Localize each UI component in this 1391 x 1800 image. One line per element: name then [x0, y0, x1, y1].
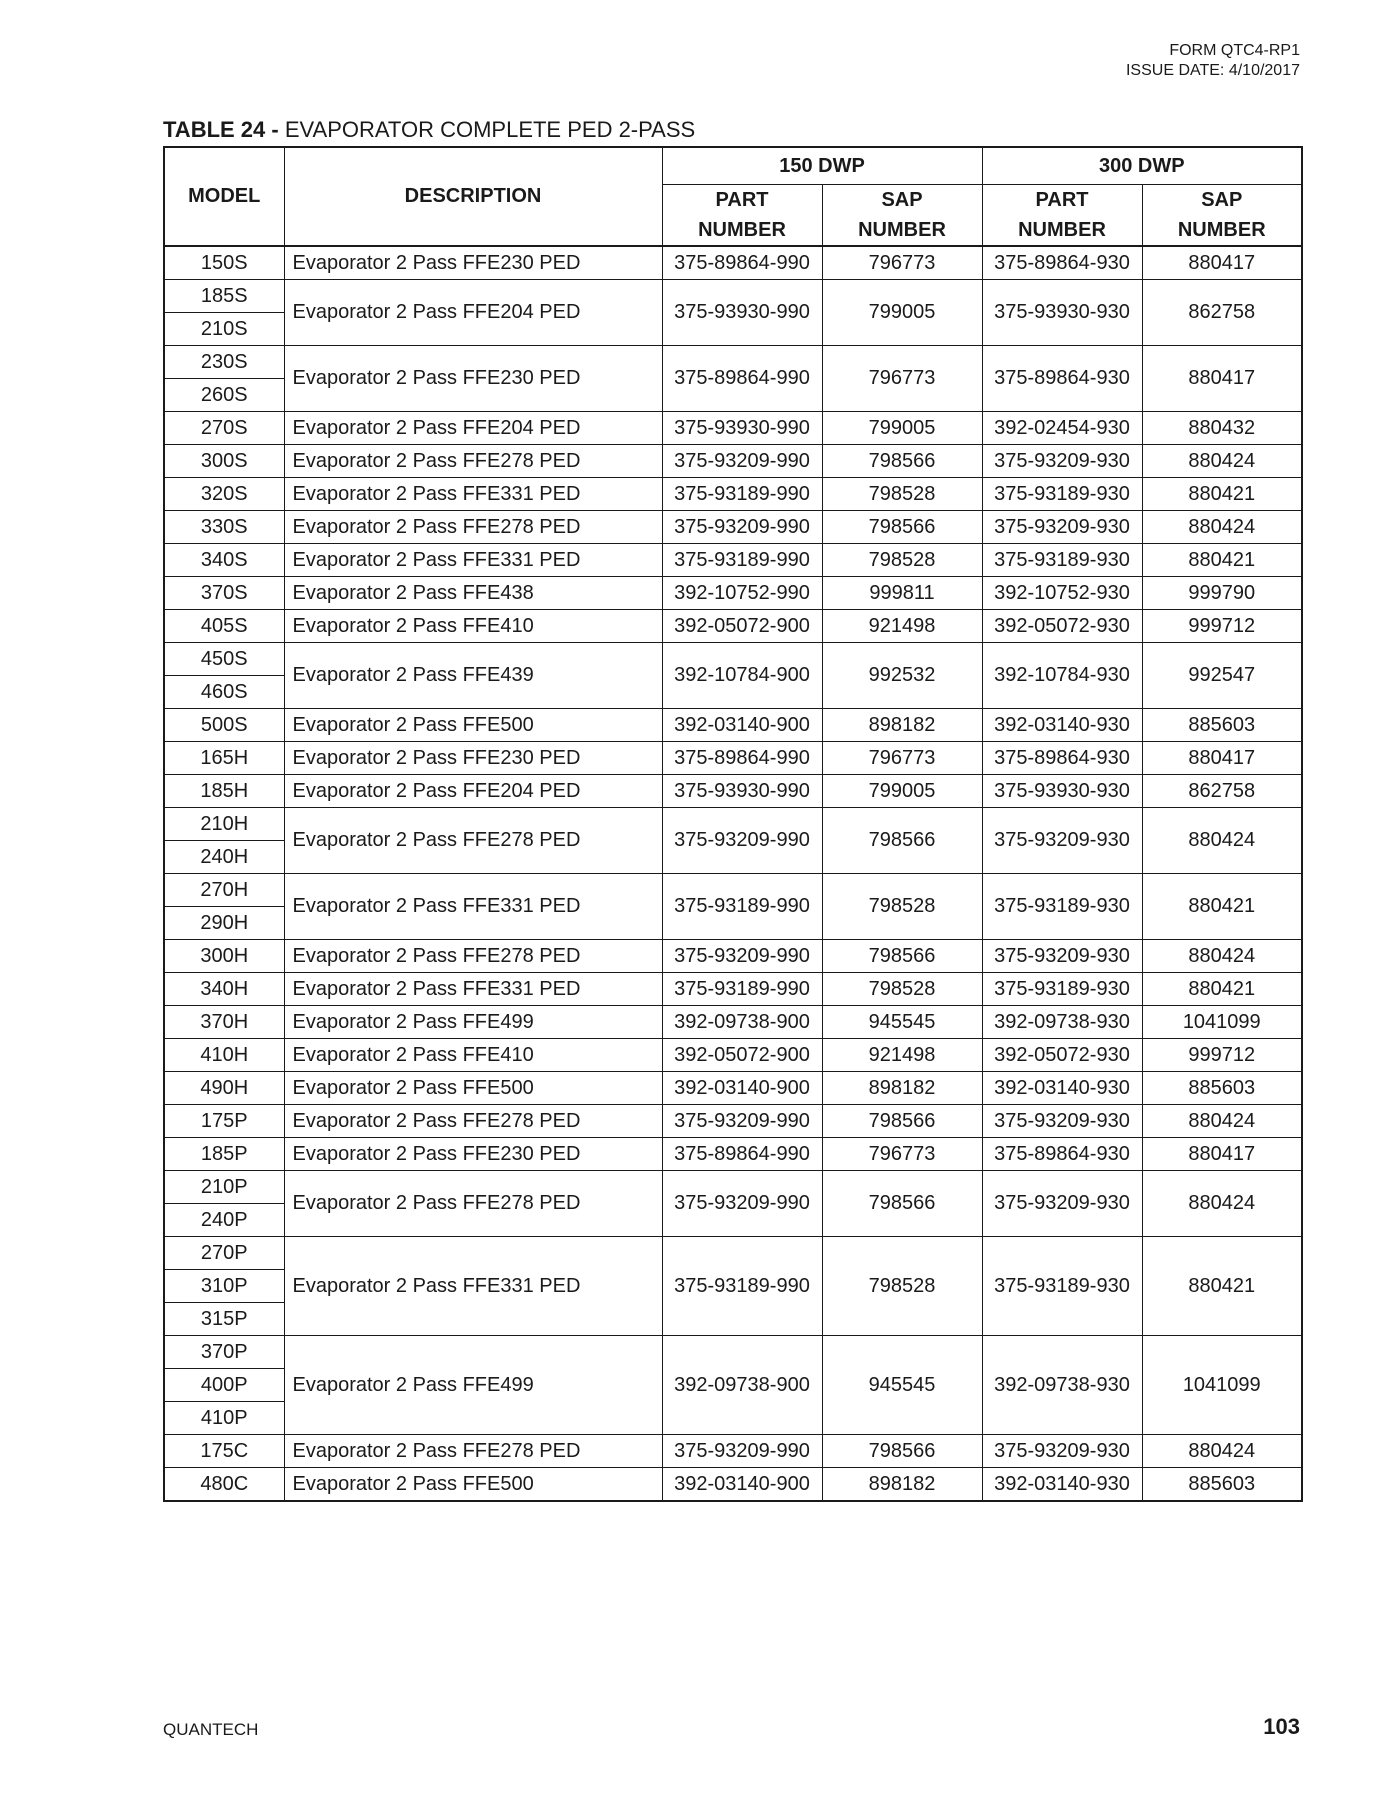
sap-number-150-cell: 796773: [822, 246, 982, 280]
description-cell: Evaporator 2 Pass FFE278 PED: [284, 940, 662, 973]
sap-number-150-cell: 921498: [822, 1039, 982, 1072]
sap-number-150-cell: 999811: [822, 577, 982, 610]
part-number-150-cell: 392-05072-900: [662, 1039, 822, 1072]
table-row: [164, 1171, 1302, 1204]
part-number-150-cell: 375-93189-990: [662, 544, 822, 577]
part-number-300-cell: 392-09738-930: [982, 1006, 1142, 1039]
description-cell: Evaporator 2 Pass FFE331 PED: [284, 478, 662, 511]
part-number-300-cell: 375-93189-930: [982, 973, 1142, 1006]
model-cell: 340H: [164, 973, 284, 1006]
sap-number-150-cell: 945545: [822, 1006, 982, 1039]
sap-number-300-cell: 880417: [1142, 246, 1302, 280]
sap-number-150-cell: 799005: [822, 775, 982, 808]
sap-number-150-cell: 798566: [822, 808, 982, 874]
table-row: [164, 874, 1302, 907]
part-number-300-cell: 375-93209-930: [982, 1171, 1142, 1237]
table-row: [164, 412, 1302, 445]
table-row: [164, 1006, 1302, 1039]
sap-number-300-cell: 880424: [1142, 1171, 1302, 1237]
part-number-150-cell: 375-93209-990: [662, 1105, 822, 1138]
part-number-150-cell: 392-03140-900: [662, 709, 822, 742]
model-cell: 370H: [164, 1006, 284, 1039]
part-number-150-cell: 375-93189-990: [662, 973, 822, 1006]
sap-number-150-cell: 799005: [822, 412, 982, 445]
model-cell: 165H: [164, 742, 284, 775]
header-row-groups: [164, 147, 1302, 185]
sap-number-300-cell: 1041099: [1142, 1006, 1302, 1039]
sap-number-150-cell: 798566: [822, 1105, 982, 1138]
part-number-300-cell: 375-93189-930: [982, 874, 1142, 940]
sap-number-300-cell: 880417: [1142, 1138, 1302, 1171]
part-number-150-cell: 375-89864-990: [662, 742, 822, 775]
model-cell: 270S: [164, 412, 284, 445]
part-number-300-cell: 392-03140-930: [982, 1072, 1142, 1105]
model-cell: 310P: [164, 1270, 284, 1303]
part-number-300-cell: 375-93209-930: [982, 1435, 1142, 1468]
sap-number-150-cell: 945545: [822, 1336, 982, 1435]
description-cell: Evaporator 2 Pass FFE410: [284, 610, 662, 643]
model-cell: 460S: [164, 676, 284, 709]
sap-number-300-cell: 880424: [1142, 445, 1302, 478]
part-number-150-cell: 375-93209-990: [662, 940, 822, 973]
part-number-300-cell: 392-05072-930: [982, 610, 1142, 643]
table-row: [164, 511, 1302, 544]
model-cell: 330S: [164, 511, 284, 544]
table-body: [164, 246, 1302, 1501]
model-cell: 410P: [164, 1402, 284, 1435]
sap-number-150-cell: 798528: [822, 544, 982, 577]
model-cell: 490H: [164, 1072, 284, 1105]
part-number-300-cell: 375-93930-930: [982, 280, 1142, 346]
header-line: SAP: [1201, 189, 1243, 211]
model-cell: 210H: [164, 808, 284, 841]
description-cell: Evaporator 2 Pass FFE331 PED: [284, 973, 662, 1006]
table-row: [164, 610, 1302, 643]
part-number-150-cell: 375-93930-990: [662, 280, 822, 346]
description-cell: Evaporator 2 Pass FFE278 PED: [284, 1105, 662, 1138]
part-number-150-cell: 392-10784-900: [662, 643, 822, 709]
header-line: NUMBER: [698, 219, 786, 241]
table-row: [164, 709, 1302, 742]
col-header-part-300: [982, 185, 1142, 247]
model-cell: 210P: [164, 1171, 284, 1204]
col-header-sap-300: [1142, 185, 1302, 247]
part-number-150-cell: 392-09738-900: [662, 1006, 822, 1039]
sap-number-300-cell: 862758: [1142, 280, 1302, 346]
description-cell: Evaporator 2 Pass FFE499: [284, 1006, 662, 1039]
sap-number-300-cell: 862758: [1142, 775, 1302, 808]
sap-number-150-cell: 921498: [822, 610, 982, 643]
description-cell: Evaporator 2 Pass FFE500: [284, 1468, 662, 1502]
description-cell: Evaporator 2 Pass FFE278 PED: [284, 808, 662, 874]
sap-number-300-cell: 880424: [1142, 1105, 1302, 1138]
description-cell: Evaporator 2 Pass FFE500: [284, 1072, 662, 1105]
part-number-300-cell: 392-02454-930: [982, 412, 1142, 445]
model-cell: 185P: [164, 1138, 284, 1171]
form-number: FORM QTC4-RP1: [1169, 42, 1300, 59]
sap-number-150-cell: 898182: [822, 709, 982, 742]
sap-number-300-cell: 880424: [1142, 1435, 1302, 1468]
sap-number-300-cell: 885603: [1142, 709, 1302, 742]
sap-number-300-cell: 999790: [1142, 577, 1302, 610]
header-line: SAP: [881, 189, 923, 211]
sap-number-150-cell: 992532: [822, 643, 982, 709]
sap-number-300-cell: 880421: [1142, 874, 1302, 940]
part-number-300-cell: 375-93209-930: [982, 1105, 1142, 1138]
form-header: [1126, 41, 1300, 81]
sap-number-300-cell: 880424: [1142, 808, 1302, 874]
sap-number-150-cell: 798566: [822, 1435, 982, 1468]
model-cell: 370S: [164, 577, 284, 610]
model-cell: 175P: [164, 1105, 284, 1138]
part-number-300-cell: 375-89864-930: [982, 742, 1142, 775]
col-header-model: MODEL: [164, 147, 284, 246]
model-cell: 175C: [164, 1435, 284, 1468]
table-row: [164, 1435, 1302, 1468]
sap-number-150-cell: 796773: [822, 742, 982, 775]
part-number-300-cell: 392-03140-930: [982, 1468, 1142, 1502]
sap-number-300-cell: 880424: [1142, 940, 1302, 973]
part-number-300-cell: 392-10752-930: [982, 577, 1142, 610]
sap-number-300-cell: 999712: [1142, 610, 1302, 643]
part-number-300-cell: 375-93930-930: [982, 775, 1142, 808]
sap-number-300-cell: 880421: [1142, 544, 1302, 577]
part-number-150-cell: 392-03140-900: [662, 1072, 822, 1105]
part-number-150-cell: 375-93209-990: [662, 1435, 822, 1468]
table-row: [164, 445, 1302, 478]
header-line: NUMBER: [858, 219, 946, 241]
description-cell: Evaporator 2 Pass FFE500: [284, 709, 662, 742]
table-row: [164, 1237, 1302, 1270]
table-row: [164, 1105, 1302, 1138]
table-row: [164, 940, 1302, 973]
model-cell: 370P: [164, 1336, 284, 1369]
description-cell: Evaporator 2 Pass FFE278 PED: [284, 1435, 662, 1468]
table-row: [164, 808, 1302, 841]
description-cell: Evaporator 2 Pass FFE204 PED: [284, 412, 662, 445]
part-number-150-cell: 375-93189-990: [662, 1237, 822, 1336]
table-row: [164, 544, 1302, 577]
part-number-300-cell: 375-93189-930: [982, 544, 1142, 577]
model-cell: 270P: [164, 1237, 284, 1270]
sap-number-150-cell: 798566: [822, 940, 982, 973]
model-cell: 185S: [164, 280, 284, 313]
description-cell: Evaporator 2 Pass FFE410: [284, 1039, 662, 1072]
model-cell: 410H: [164, 1039, 284, 1072]
sap-number-300-cell: 880421: [1142, 1237, 1302, 1336]
part-number-300-cell: 392-10784-930: [982, 643, 1142, 709]
table-row: [164, 1336, 1302, 1369]
sap-number-150-cell: 798566: [822, 511, 982, 544]
parts-table: [163, 146, 1303, 1502]
description-cell: Evaporator 2 Pass FFE230 PED: [284, 246, 662, 280]
part-number-150-cell: 392-09738-900: [662, 1336, 822, 1435]
model-cell: 185H: [164, 775, 284, 808]
table-row: [164, 577, 1302, 610]
part-number-300-cell: 375-89864-930: [982, 246, 1142, 280]
model-cell: 270H: [164, 874, 284, 907]
model-cell: 240H: [164, 841, 284, 874]
page-number: 103: [1263, 1714, 1300, 1739]
header-line: NUMBER: [1177, 219, 1266, 241]
table-row: [164, 643, 1302, 676]
description-cell: Evaporator 2 Pass FFE278 PED: [284, 511, 662, 544]
model-cell: 210S: [164, 313, 284, 346]
sap-number-150-cell: 798528: [822, 973, 982, 1006]
part-number-300-cell: 375-93209-930: [982, 940, 1142, 973]
sap-number-150-cell: 796773: [822, 1138, 982, 1171]
model-cell: 405S: [164, 610, 284, 643]
table-row: [164, 246, 1302, 280]
model-cell: 150S: [164, 246, 284, 280]
sap-number-300-cell: 1041099: [1142, 1336, 1302, 1435]
part-number-150-cell: 375-93930-990: [662, 412, 822, 445]
description-cell: Evaporator 2 Pass FFE439: [284, 643, 662, 709]
sap-number-300-cell: 880421: [1142, 478, 1302, 511]
sap-number-300-cell: 880421: [1142, 973, 1302, 1006]
description-cell: Evaporator 2 Pass FFE204 PED: [284, 775, 662, 808]
table-row: [164, 346, 1302, 379]
col-group-300-dwp: 300 DWP: [982, 147, 1302, 185]
sap-number-300-cell: 885603: [1142, 1072, 1302, 1105]
sap-number-150-cell: 798528: [822, 874, 982, 940]
model-cell: 260S: [164, 379, 284, 412]
sap-number-150-cell: 898182: [822, 1072, 982, 1105]
description-cell: Evaporator 2 Pass FFE499: [284, 1336, 662, 1435]
sap-number-300-cell: 880432: [1142, 412, 1302, 445]
sap-number-300-cell: 880417: [1142, 742, 1302, 775]
part-number-150-cell: 392-10752-990: [662, 577, 822, 610]
model-cell: 450S: [164, 643, 284, 676]
table-row: [164, 280, 1302, 313]
description-cell: Evaporator 2 Pass FFE331 PED: [284, 874, 662, 940]
description-cell: Evaporator 2 Pass FFE438: [284, 577, 662, 610]
part-number-300-cell: 375-93209-930: [982, 511, 1142, 544]
sap-number-300-cell: 885603: [1142, 1468, 1302, 1502]
footer-brand: QUANTECH: [163, 1720, 259, 1739]
part-number-300-cell: 375-93209-930: [982, 445, 1142, 478]
part-number-150-cell: 375-89864-990: [662, 1138, 822, 1171]
part-number-300-cell: 375-93189-930: [982, 478, 1142, 511]
sap-number-300-cell: 999712: [1142, 1039, 1302, 1072]
issue-date: ISSUE DATE: 4/10/2017: [1125, 62, 1300, 79]
col-header-sap-150: [822, 185, 982, 247]
table-row: [164, 973, 1302, 1006]
model-cell: 240P: [164, 1204, 284, 1237]
part-number-300-cell: 392-05072-930: [982, 1039, 1142, 1072]
table-caption: EVAPORATOR COMPLETE PED 2-PASS: [278, 117, 696, 142]
col-group-150-dwp: 150 DWP: [662, 147, 982, 185]
header-line: NUMBER: [1018, 219, 1106, 241]
description-cell: Evaporator 2 Pass FFE230 PED: [284, 346, 662, 412]
part-number-150-cell: 375-93209-990: [662, 1171, 822, 1237]
part-number-300-cell: 375-89864-930: [982, 346, 1142, 412]
model-cell: 315P: [164, 1303, 284, 1336]
part-number-150-cell: 375-89864-990: [662, 346, 822, 412]
table-row: [164, 478, 1302, 511]
part-number-300-cell: 375-93209-930: [982, 808, 1142, 874]
part-number-300-cell: 392-03140-930: [982, 709, 1142, 742]
description-cell: Evaporator 2 Pass FFE230 PED: [284, 1138, 662, 1171]
sap-number-300-cell: 880417: [1142, 346, 1302, 412]
part-number-150-cell: 392-05072-900: [662, 610, 822, 643]
part-number-150-cell: 375-93209-990: [662, 808, 822, 874]
description-cell: Evaporator 2 Pass FFE331 PED: [284, 1237, 662, 1336]
sap-number-300-cell: 880424: [1142, 511, 1302, 544]
header-line: PART: [1035, 189, 1089, 211]
description-cell: Evaporator 2 Pass FFE278 PED: [284, 445, 662, 478]
part-number-300-cell: 392-09738-930: [982, 1336, 1142, 1435]
col-header-description: DESCRIPTION: [284, 147, 662, 246]
part-number-150-cell: 375-93209-990: [662, 511, 822, 544]
model-cell: 320S: [164, 478, 284, 511]
model-cell: 300S: [164, 445, 284, 478]
table-row: [164, 775, 1302, 808]
sap-number-150-cell: 796773: [822, 346, 982, 412]
part-number-150-cell: 392-03140-900: [662, 1468, 822, 1502]
table-row: [164, 742, 1302, 775]
part-number-150-cell: 375-93209-990: [662, 445, 822, 478]
model-cell: 290H: [164, 907, 284, 940]
header-line: PART: [715, 189, 769, 211]
sap-number-150-cell: 898182: [822, 1468, 982, 1502]
table-row: [164, 1468, 1302, 1502]
table-row: [164, 1138, 1302, 1171]
description-cell: Evaporator 2 Pass FFE204 PED: [284, 280, 662, 346]
model-cell: 500S: [164, 709, 284, 742]
part-number-300-cell: 375-89864-930: [982, 1138, 1142, 1171]
table-row: [164, 1039, 1302, 1072]
sap-number-300-cell: 992547: [1142, 643, 1302, 709]
table-number: TABLE 24 -: [163, 117, 279, 142]
part-number-150-cell: 375-93930-990: [662, 775, 822, 808]
sap-number-150-cell: 798566: [822, 445, 982, 478]
sap-number-150-cell: 798566: [822, 1171, 982, 1237]
part-number-150-cell: 375-89864-990: [662, 246, 822, 280]
table-title: [163, 117, 695, 143]
model-cell: 400P: [164, 1369, 284, 1402]
model-cell: 480C: [164, 1468, 284, 1502]
description-cell: Evaporator 2 Pass FFE331 PED: [284, 544, 662, 577]
part-number-300-cell: 375-93189-930: [982, 1237, 1142, 1336]
part-number-150-cell: 375-93189-990: [662, 478, 822, 511]
part-number-150-cell: 375-93189-990: [662, 874, 822, 940]
col-header-part-150: [662, 185, 822, 247]
description-cell: Evaporator 2 Pass FFE278 PED: [284, 1171, 662, 1237]
sap-number-150-cell: 798528: [822, 478, 982, 511]
table-row: [164, 1072, 1302, 1105]
sap-number-150-cell: 799005: [822, 280, 982, 346]
sap-number-150-cell: 798528: [822, 1237, 982, 1336]
model-cell: 300H: [164, 940, 284, 973]
model-cell: 230S: [164, 346, 284, 379]
description-cell: Evaporator 2 Pass FFE230 PED: [284, 742, 662, 775]
model-cell: 340S: [164, 544, 284, 577]
